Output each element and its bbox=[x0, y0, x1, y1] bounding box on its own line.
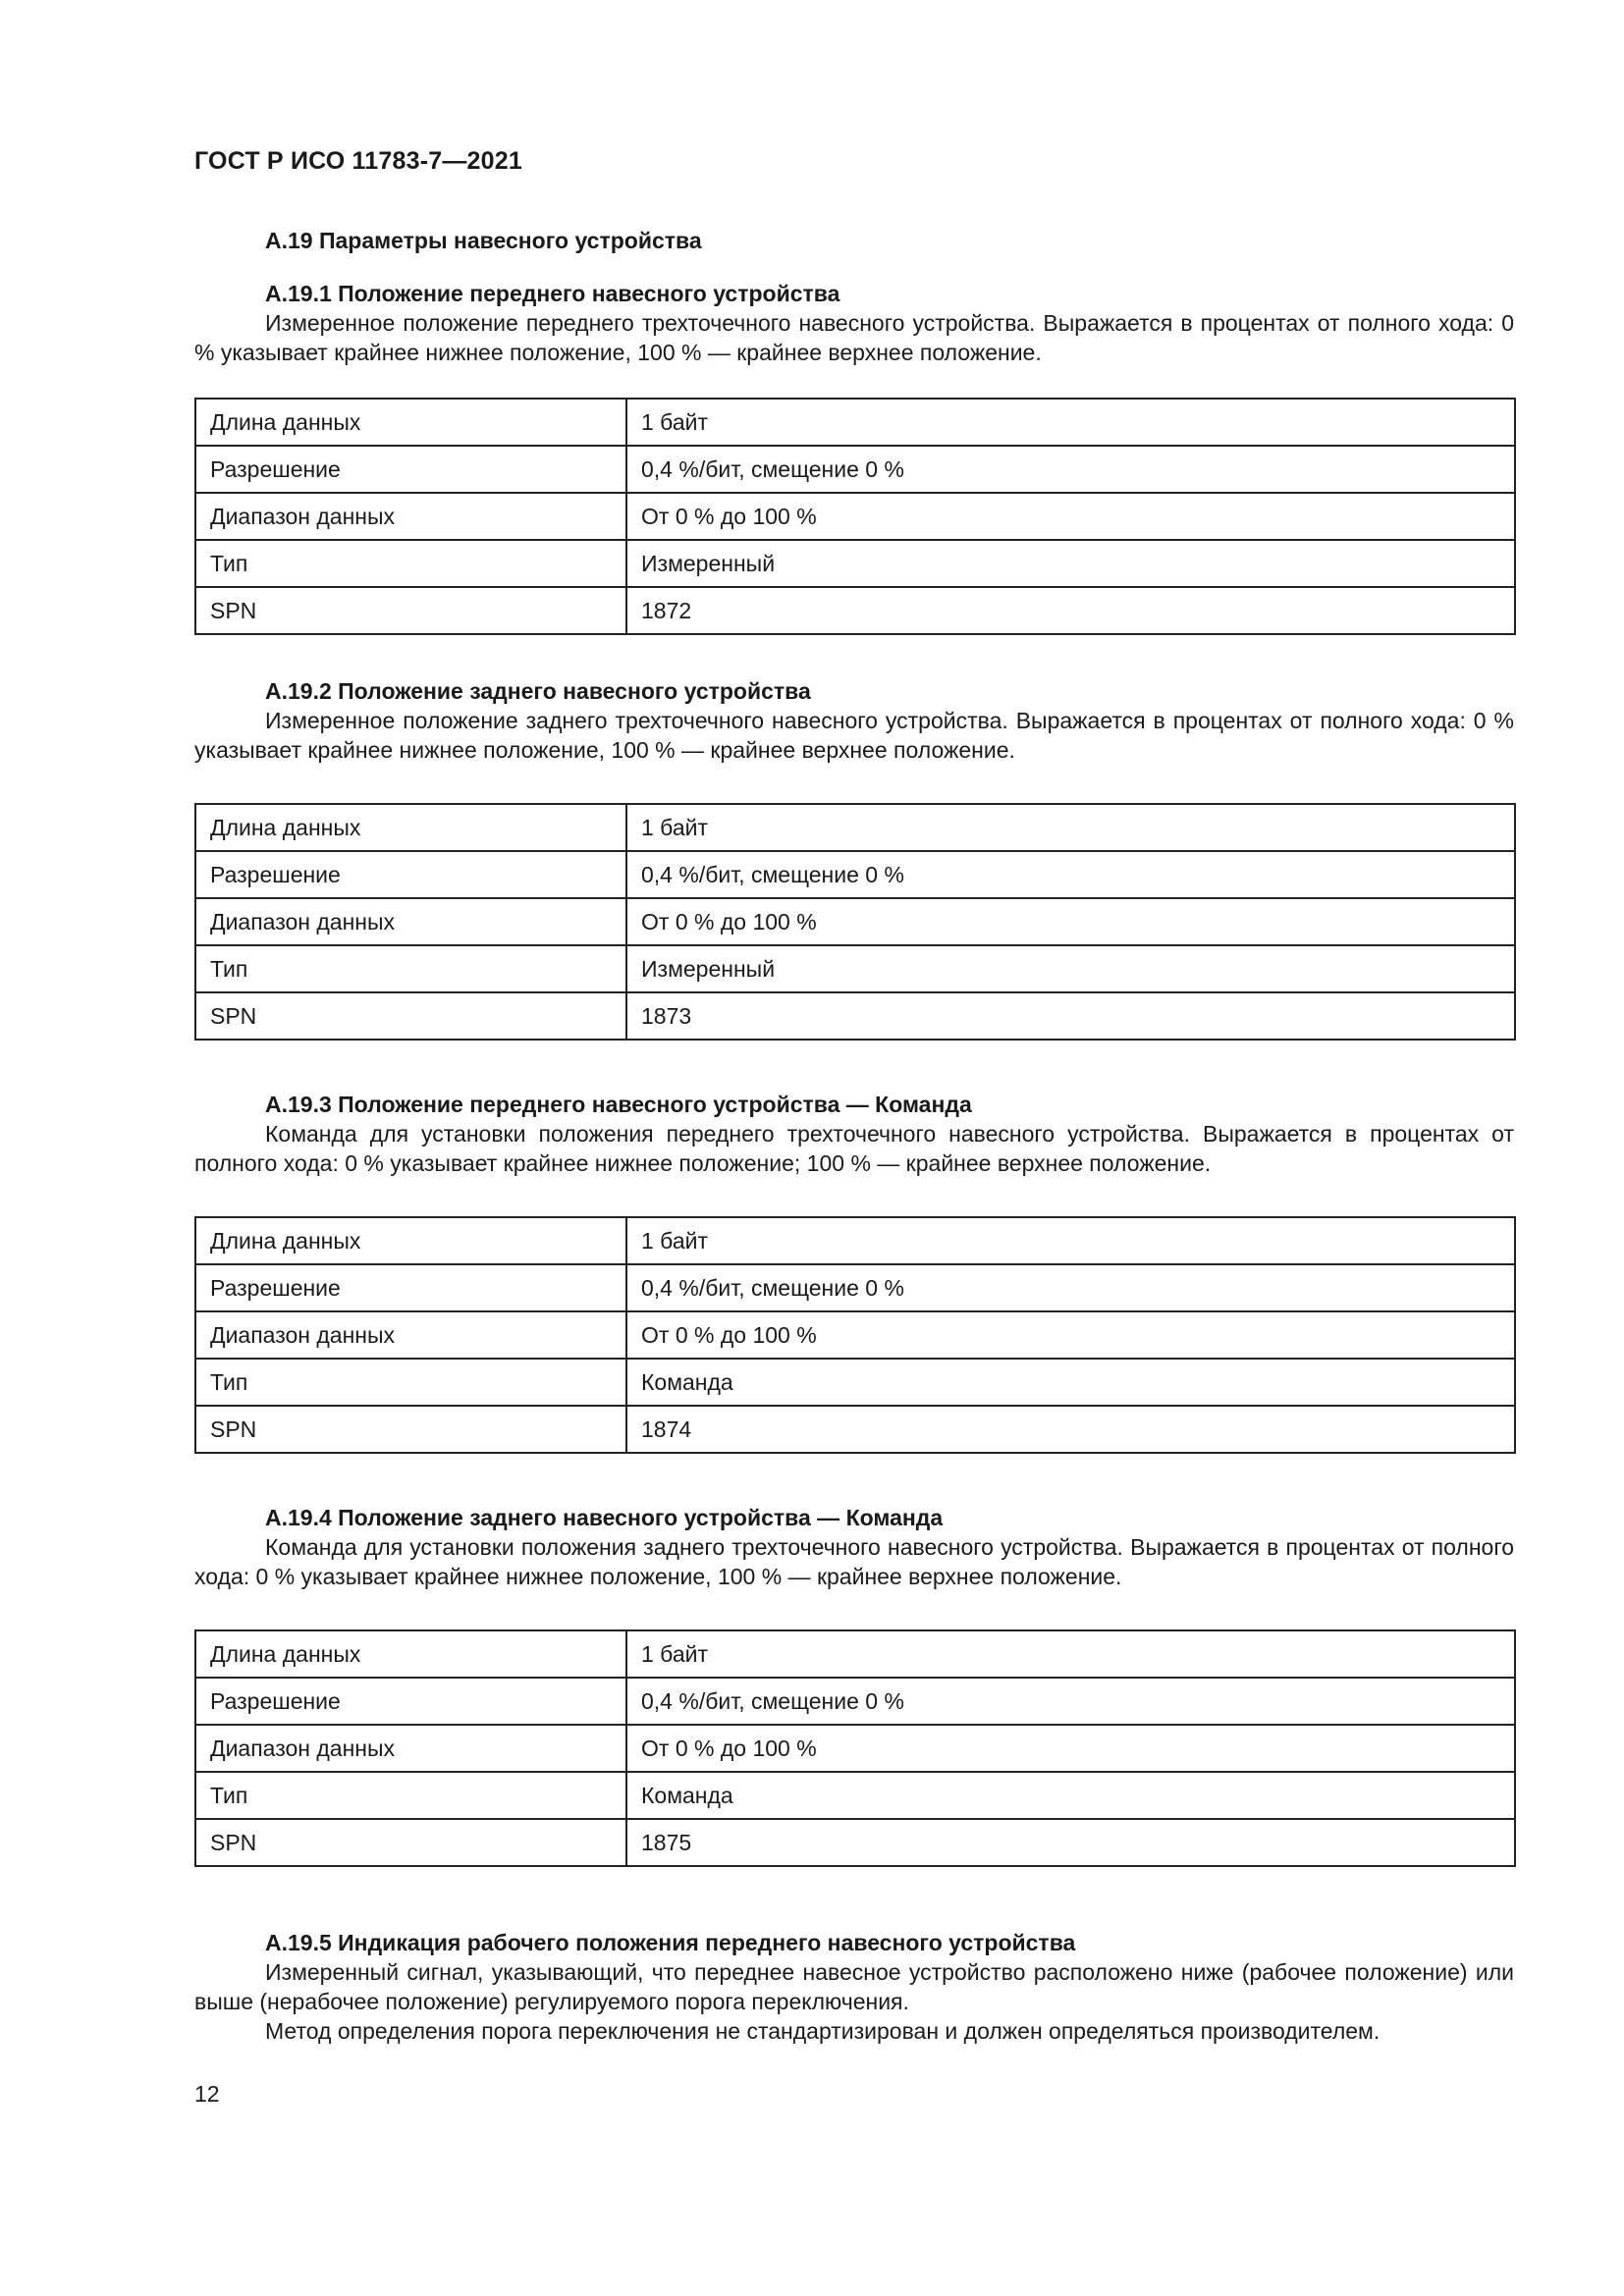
page-number: 12 bbox=[194, 2081, 220, 2107]
table-cell-value: 1874 bbox=[626, 1406, 1515, 1453]
table-cell-value: От 0 % до 100 % bbox=[626, 1311, 1515, 1359]
table-row bbox=[195, 1217, 1515, 1264]
table-row bbox=[195, 1772, 1515, 1819]
subsection-text: Команда для установки положения заднего трехточечного навесного устройства. Выражается в процентах от полного хода: 0 % указывает крайнее нижнее положение, 100 % — крайнее верхнее положение. bbox=[194, 1534, 1514, 1589]
table-cell-value: 0,4 %/бит, смещение 0 % bbox=[626, 851, 1515, 898]
document-header: ГОСТ Р ИСО 11783-7—2021 bbox=[194, 147, 522, 175]
subsection-a19-4 bbox=[194, 1503, 1514, 1591]
subsection-title: А.19.1 Положение переднего навесного устройства bbox=[265, 281, 840, 306]
table-cell-label: Разрешение bbox=[195, 1678, 626, 1725]
table-cell-value: От 0 % до 100 % bbox=[626, 493, 1515, 540]
table-row bbox=[195, 1359, 1515, 1406]
table-row bbox=[195, 587, 1515, 634]
subsection-text-2: Метод определения порога переключения не стандартизирован и должен определяться производителем. bbox=[265, 2018, 1380, 2044]
table-cell-label: Диапазон данных bbox=[195, 898, 626, 945]
table-cell-label: Длина данных bbox=[195, 399, 626, 446]
subsection-a19-3 bbox=[194, 1090, 1514, 1178]
table-row bbox=[195, 898, 1515, 945]
subsection-title: А.19.2 Положение заднего навесного устройства bbox=[265, 678, 811, 704]
table-row bbox=[195, 804, 1515, 851]
table-cell-value: 1873 bbox=[626, 992, 1515, 1040]
table-cell-value: 1875 bbox=[626, 1819, 1515, 1866]
table-cell-value: 0,4 %/бит, смещение 0 % bbox=[626, 446, 1515, 493]
table-cell-label: SPN bbox=[195, 1406, 626, 1453]
table-row bbox=[195, 851, 1515, 898]
table-cell-label: SPN bbox=[195, 992, 626, 1040]
table-row bbox=[195, 493, 1515, 540]
table-cell-label: SPN bbox=[195, 1819, 626, 1866]
table-cell-label: Диапазон данных bbox=[195, 1725, 626, 1772]
table-cell-label: Разрешение bbox=[195, 446, 626, 493]
subsection-text: Измеренное положение заднего трехточечного навесного устройства. Выражается в процентах от полного хода: 0 % указывает крайнее нижнее положение, 100 % — крайнее верхнее положение. bbox=[194, 708, 1514, 763]
table-cell-label: Длина данных bbox=[195, 1630, 626, 1678]
table-cell-value: Измеренный bbox=[626, 945, 1515, 992]
table-cell-value: 1 байт bbox=[626, 399, 1515, 446]
table-cell-value: Команда bbox=[626, 1359, 1515, 1406]
parameter-table-a19-3 bbox=[194, 1216, 1516, 1454]
table-cell-value: От 0 % до 100 % bbox=[626, 898, 1515, 945]
table-row bbox=[195, 1264, 1515, 1311]
subsection-title: А.19.3 Положение переднего навесного устройства — Команда bbox=[265, 1092, 972, 1117]
subsection-text: Команда для установки положения переднего трехточечного навесного устройства. Выражается в процентах от полного хода: 0 % указывает крайнее нижнее положение; 100 % — крайнее верхнее положение. bbox=[194, 1121, 1514, 1176]
table-cell-label: Диапазон данных bbox=[195, 493, 626, 540]
table-row bbox=[195, 1630, 1515, 1678]
subsection-a19-2 bbox=[194, 676, 1514, 765]
parameter-table-a19-2 bbox=[194, 803, 1516, 1041]
table-cell-value: 1 байт bbox=[626, 1630, 1515, 1678]
table-cell-value: 0,4 %/бит, смещение 0 % bbox=[626, 1264, 1515, 1311]
subsection-title: А.19.5 Индикация рабочего положения переднего навесного устройства bbox=[265, 1930, 1076, 1955]
table-cell-label: Разрешение bbox=[195, 851, 626, 898]
subsection-text: Измеренный сигнал, указывающий, что переднее навесное устройство расположено ниже (рабочее положение) или выше (нерабочее положение) регулируемого порога переключения. bbox=[194, 1959, 1514, 2014]
table-row bbox=[195, 540, 1515, 587]
subsection-a19-1 bbox=[194, 279, 1514, 367]
table-cell-label: Тип bbox=[195, 540, 626, 587]
table-cell-value: От 0 % до 100 % bbox=[626, 1725, 1515, 1772]
parameter-table-a19-4 bbox=[194, 1629, 1516, 1867]
table-cell-label: Тип bbox=[195, 1772, 626, 1819]
subsection-a19-5 bbox=[194, 1928, 1514, 2046]
table-row bbox=[195, 399, 1515, 446]
table-cell-label: SPN bbox=[195, 587, 626, 634]
table-cell-value: 0,4 %/бит, смещение 0 % bbox=[626, 1678, 1515, 1725]
table-cell-label: Тип bbox=[195, 945, 626, 992]
table-cell-value: 1 байт bbox=[626, 1217, 1515, 1264]
table-row bbox=[195, 1311, 1515, 1359]
table-cell-value: 1 байт bbox=[626, 804, 1515, 851]
table-cell-value: Измеренный bbox=[626, 540, 1515, 587]
table-cell-label: Разрешение bbox=[195, 1264, 626, 1311]
subsection-text: Измеренное положение переднего трехточечного навесного устройства. Выражается в процентах от полного хода: 0 % указывает крайнее нижнее положение, 100 % — крайнее верхнее положение. bbox=[194, 310, 1514, 365]
parameter-table-a19-1 bbox=[194, 398, 1516, 635]
table-row bbox=[195, 1406, 1515, 1453]
table-row bbox=[195, 992, 1515, 1040]
table-cell-value: Команда bbox=[626, 1772, 1515, 1819]
table-cell-value: 1872 bbox=[626, 587, 1515, 634]
table-cell-label: Длина данных bbox=[195, 1217, 626, 1264]
table-row bbox=[195, 446, 1515, 493]
table-cell-label: Тип bbox=[195, 1359, 626, 1406]
table-cell-label: Длина данных bbox=[195, 804, 626, 851]
table-row bbox=[195, 1819, 1515, 1866]
table-row bbox=[195, 1725, 1515, 1772]
subsection-title: А.19.4 Положение заднего навесного устройства — Команда bbox=[265, 1505, 944, 1530]
table-row bbox=[195, 945, 1515, 992]
table-row bbox=[195, 1678, 1515, 1725]
table-cell-label: Диапазон данных bbox=[195, 1311, 626, 1359]
section-title: А.19 Параметры навесного устройства bbox=[265, 228, 702, 253]
